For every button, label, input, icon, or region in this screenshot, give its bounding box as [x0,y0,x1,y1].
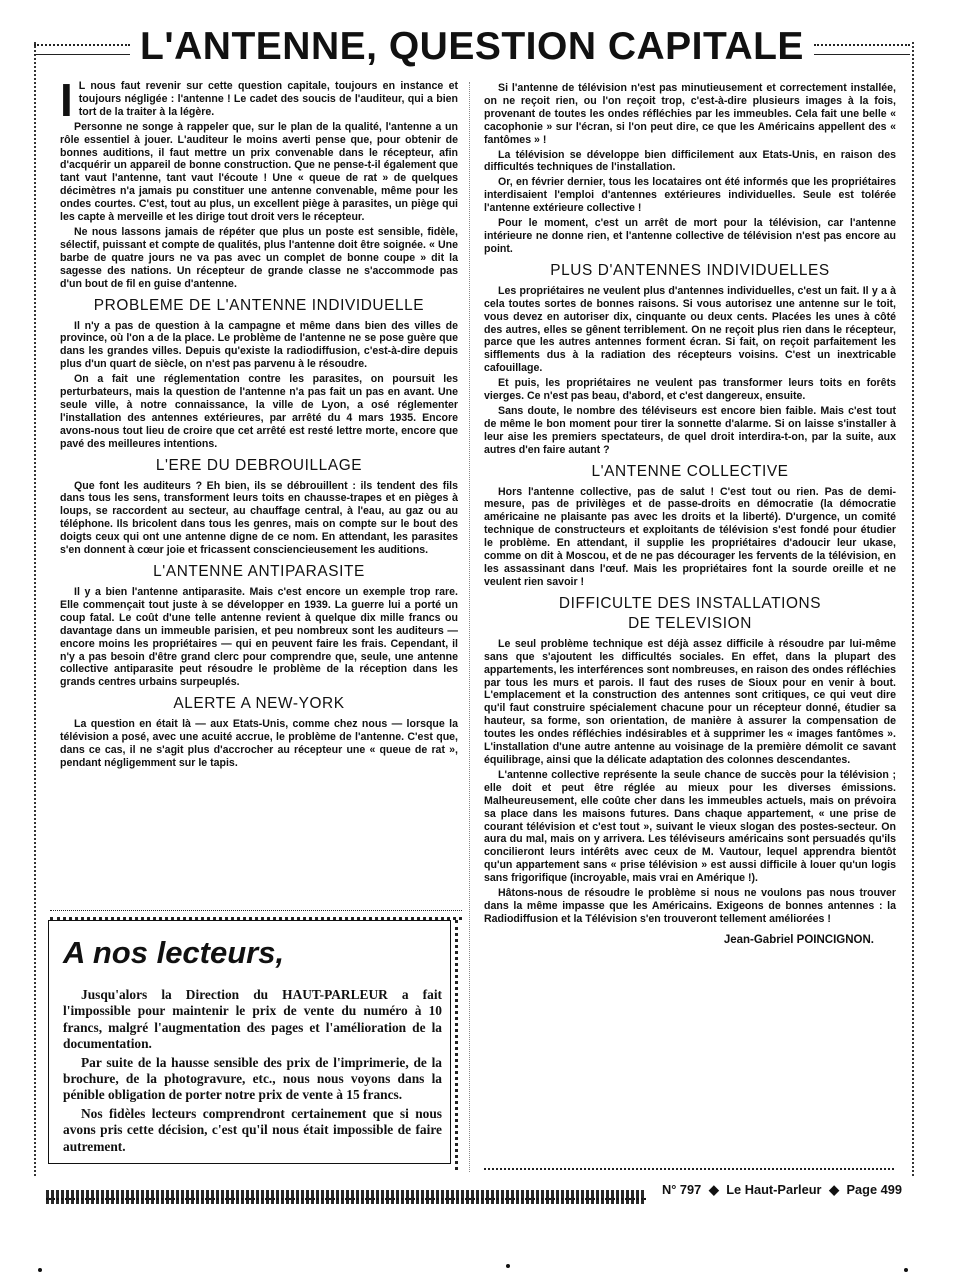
page-number: Page 499 [846,1182,902,1197]
paragraph: Hors l'antenne collective, pas de salut ! C'est tout ou rien. Pas de demi-mesure, pas de privilèges et de passe-droits en démocratie (la démocratie américaine ne plaisante pas avec les droits et la liberté). D'urgence, un comité technique de constructeurs et exploitants de télévision s'est fondé pour étudier le problème. En attendant, il supplie les propriétaires d'adoucir leur ukase, comme on dit à Moscou, et de ne pas décourager les fervents de la télévision, en les assassinant dans l'œuf. Mais les propriétaires font la sourde oreille et ne veulent rien savoir ! [484,485,896,588]
diamond-icon: ◆ [829,1182,839,1197]
drop-cap: I [60,74,73,126]
paragraph: Il y a bien l'antenne antiparasite. Mais c'est encore un exemple trop rare. Elle commençait tout juste à se développer en 1939. La guerre lui a porté un coup fatal. Le coût d'une telle antenne revient à quelque dix mille francs ou davantage dans un immeuble parisien, et peu nombreux sont les auditeurs — encore moins les propriétaires — qui en peuvent faire les frais. Cependant, il n'y a pas besoin d'être grand clerc pour comprendre que, seule, une antenne collective antiparasite peut résoudre le problème de la réception dans les grands centres urbains surpeuplés. [60,586,458,689]
paragraph: Hâtons-nous de résoudre le problème si nous ne voulons pas nous trouver dans la même impasse que les Américains. Exigeons de bonnes antennes : la Radiodiffusion et la Télévision s'en trouveront tellement améliorées ! [484,887,896,925]
paragraph: On a fait une réglementation contre les parasites, on poursuit les perturbateurs, mais la question de l'antenne n'a pas fait un pas en avant. Une seule ville, à notre connaissance, la ville de Lyon, a osé réglementer l'installation des antennes extérieures, par arrêté du 4 mars 1935. Encore avons-nous tout lieu de croire que cet arrêté est resté lettre morte, encore que pavé des meilleures intentions. [60,373,458,450]
paragraph: Il n'y a pas de question à la campagne et même dans bien des villes de province, où l'on a de la place. Le problème de l'antenne ne se pose guère que dans les grandes villes. Depuis qu'existe la radiodiffusion, c'est-à-dire depuis plus d'un quart de siècle, on n'est pas parvenu à le résoudre. [60,319,458,371]
section-heading: DIFFICULTE DES INSTALLATIONS [558,594,822,612]
section-heading: ALERTE A NEW-YORK [173,695,345,713]
print-speck [506,1264,510,1268]
issue-number: N° 797 [662,1182,702,1197]
right-column [484,82,896,947]
section-divider [50,910,462,920]
intro-paragraph: I L nous faut revenir sur cette question capitale, toujours en instance et toujours négligée : l'antenne ! Le cadet des soucis de l'auditeur, qui a bien tort de la traiter à la légère. [60,74,458,126]
notice-paragraph: Nos fidèles lecteurs comprendront certainement que si nous avons pris cette décision, c'est qu'il nous était impossible de faire autrement. [63,1105,442,1154]
paragraph: Les propriétaires ne veulent plus d'antennes individuelles, c'est un fait. Il y a à cela toutes sortes de bonnes raisons. Si vous autorisez une antenne sur le toit, vous devez en autoriser dix, cinquante ou deux cents. Placées les unes à côté des autres, elles se gênent terriblement. On ne reçoit plus rien dans le récepteur, parce que les autres antennes forment écran. Si fait, on reçoit parfaitement les sifflements dus à la radiation des récepteurs voisins. C'est un inextricable cafouillage. [484,284,896,375]
page-title: L'ANTENNE, QUESTION CAPITALE [140,25,804,68]
section-heading: L'ANTENNE COLLECTIVE [591,462,789,480]
section-heading: L'ERE DU DEBROUILLAGE [155,456,363,474]
paragraph: Que font les auditeurs ? Eh bien, ils se débrouillent : ils tendent des fils dans tous les sens, transforment leurs toits en chausse-trapes et en pièges à loups, se raccordent au secteur, au chauffage central, à l'eau, au gaz ou au téléphone. Ils bricolent dans tous les genres, mais on compte sur le bout des doigts ceux qui ont une antenne digne de ce nom. En attendant, les parasites s'en donnent à cœur joie et fricassent consciencieusement les auditions. [60,479,458,557]
paragraph: Sans doute, le nombre des téléviseurs est encore bien faible. Mais c'est tout de même le bon moment pour tirer la sonnette d'alarme. Si on laisse s'installer à leur aise les premiers spectateurs, de quel droit interdira-t-on, par la suite, aux autres d'en faire autant ? [484,404,896,456]
paragraph: Le seul problème technique est déjà assez difficile à résoudre par lui-même sans que s'ajoutent les difficultés sociales. En effet, dans la plupart des appartements, les interférences sont nombreuses, en raison des ondes réfléchies par tous les murs et parois. Il faut des ruses de Sioux pour en venir à bout. L'emplacement et la construction des antennes sont critiques, ce qui veut dire qu'il faut construire spécialement chacune pour un récepteur donné, étudier sa hauteur, sa forme, son orientation, de manière à assurer la compensation de toutes les ondes réfléchies indésirables et à supprimer les « images fantômes ». L'installation d'une autre antenne au voisinage de la première démolit ce savant équilibrage, ainsi que la délicate adaptation des colonnes descendantes. [484,637,896,766]
notice-paragraph: Jusqu'alors la Direction du HAUT-PARLEUR a fait l'impossible pour maintenir le prix de vente du numéro à 10 francs, malgré l'augmentation des pages et l'amélioration de la documentation. [63,987,442,1052]
paragraph: Si l'antenne de télévision n'est pas minutieusement et correctement installée, on ne reçoit rien, ou l'on reçoit trop, c'est-à-dire plusieurs images à la fois, provenant de toutes les ondes réfléchies par les immeubles. Cela fait une belle « cacophonie » sur l'écran, si l'on peut dire, ce que les Américains appellent des « fantômes » ! [484,82,896,146]
paragraph: Et puis, les propriétaires ne veulent pas transformer leurs toits en forêts vierges. Ce n'est pas beau, d'abord, et c'est dangereux, ensuite. [484,377,896,403]
title-rule-left [34,44,130,55]
title-row [34,22,910,72]
paragraph: Or, en février dernier, tous les locataires ont été informés que les propriétaires interdisaient l'emploi d'antennes extérieures individuelles. Seule est tolérée l'antenne extérieure collective ! [484,176,896,215]
decorative-border-line [46,1198,646,1203]
left-column [60,74,458,772]
paragraph: La question en était là — aux Etats-Unis, comme chez nous — lorsque la télévision a posé, avec une acuité accrue, le problème de l'antenne. C'est que, dans ce cas, il ne s'agit plus d'accrocher au récepteur une « queue de rat », pendant négligemment sur le tapis. [60,718,458,769]
section-heading: L'ANTENNE ANTIPARASITE [153,563,365,580]
notice-title: A nos lecteurs, [63,935,285,970]
paragraph: Ne nous lassons jamais de répéter que plus un poste est sensible, fidèle, sélectif, puissant et compte de qualités, plus l'antenne doit être soignée. « Une barbe de quatre jours ne va pas avec un complet de bonne coupe » dit la sagesse des nations. Un récepteur de grande classe ne s'accommode pas d'un bout de fil en guise d'antenne. [60,225,458,290]
print-speck [904,1268,908,1272]
readers-notice-box [48,920,451,1164]
paragraph: Personne ne songe à rappeler que, sur le plan de la qualité, l'antenne a un rôle essentiel à jouer. L'auditeur le moins averti pense que, pour obtenir de bonnes auditions, il faut mettre un prix convenable dans le récepteur, afin d'acquérir un appareil de bonne construction. Que ne pense-t-il également que tant vaut l'antenne, tant vaut l'écoute ! Une « queue de rat » de quelques décimètres n'a jamais pu constituer une antenne convenable, même pour les ondes courtes. C'est, tout au plus, un excellent piège à parasites, un piège qui les capte à merveille et les dirige tout droit vers le récepteur. [60,120,458,224]
magazine-name: Le Haut-Parleur [726,1182,822,1197]
paragraph: Pour le moment, c'est un arrêt de mort pour la télévision, car l'antenne intérieure ne donne rien, et l'antenne collective de télévision n'est pas encore au point. [484,217,896,255]
diamond-icon: ◆ [708,1182,719,1197]
print-speck [38,1268,42,1272]
paragraph: La télévision se développe bien difficilement aux Etats-Unis, en raison des difficultés techniques de l'installation. [484,148,896,174]
title-rule-right [814,44,910,55]
paragraph: L'antenne collective représente la seule chance de succès pour la télévision ; elle doit et peut être réglée au mieux pour les diverses émissions. Malheureusement, elle coûte cher dans les immeubles actuels, mais on prévoira sa place dans les maisons futures. Dans chaque appartement, « une prise de courant télévision et c'est tout », suivant le vieux slogan des postes-secteur. On aura du mal, mais on y arrivera. Les téléviseurs américains sont persuadés qu'ils concilieront leurs intérêts avec ceux de M. Vautour, lequel apprendra bientôt qu'un appartement sans « prise télévision » est aussi difficile à louer qu'un logis sans frigorifique (incroyable, mais vrai en Amérique !). [484,768,896,885]
author-signature: Jean-Gabriel POINCIGNON. [723,933,874,946]
section-heading-line2: DE TELEVISION [628,614,752,632]
notice-shadow-rule [455,920,464,1170]
column-separator [469,82,470,1172]
section-heading: PLUS D'ANTENNES INDIVIDUELLES [550,261,830,279]
section-heading: PROBLEME DE L'ANTENNE INDIVIDUELLE [93,296,425,314]
page-footer [660,1182,904,1198]
column-end-rule [484,1168,894,1170]
notice-paragraph: Par suite de la hausse sensible des prix de l'imprimerie, de la brochure, de la photogravure, etc., nous nous voyons dans la pénible obligation de porter notre prix de vente à 15 francs. [63,1054,442,1103]
